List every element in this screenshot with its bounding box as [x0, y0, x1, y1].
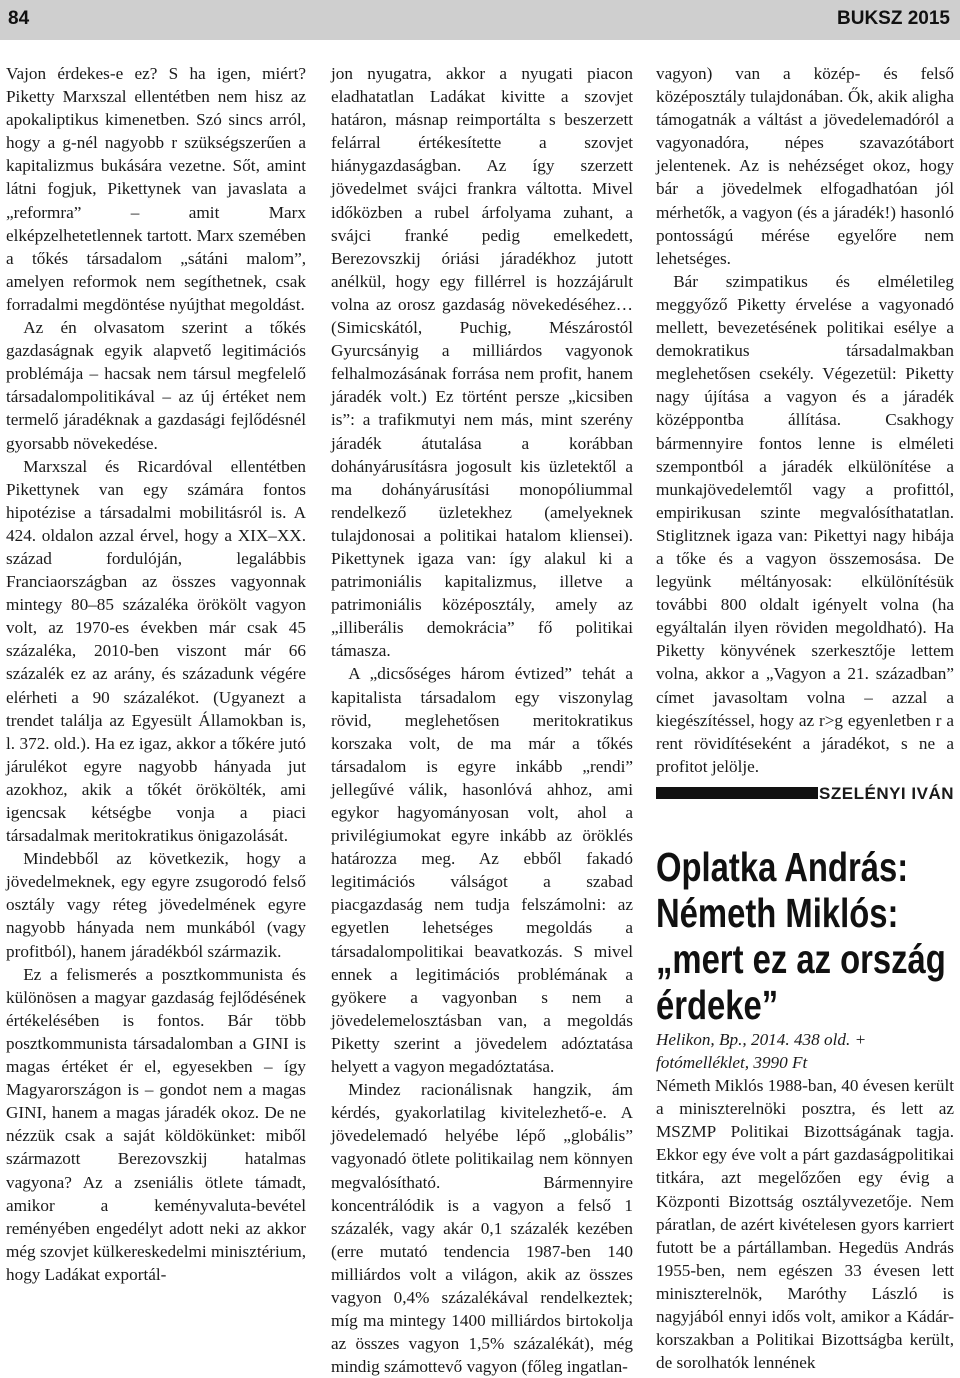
paragraph: Mindez racionálisnak hangzik, ám kérdés, gyakorlatilag kivitelezhető-e. A jövedelemadó helyébe lépő „globális” vagyonadó ötlete politikailag nem könnyen megvalósítható. Bármennyire koncentrálódik is a vagyon a felső 1 százalék, vagy akár 0,1 százalék kezében (erre mutató tendencia 1987-ben 140 milliárdos volt a világon, akik az összes vagyon 0,4% százalékával rendelkeztek; míg ma mintegy 1400 milliárdos birtokolja az összes vagyon 1,5% százalékát), még mindig számottevő vagyon (főleg ingatlan- [331, 1080, 633, 1377]
paragraph: Marxszal és Ricardóval ellentétben Pikettynek van egy számára fontos hipotézise a társadalmi mobilitásról is. A 424. oldalon azzal érvel, hogy a XIX–XX. század fordulóján, legalábbis Franciaországban az összes vagyonnak mintegy 80–85 százaléka örökölt vagyon volt, az 1970-es években már csak 45 százaléka, 2010-ben viszont már 66 százalék ez az arány, és századunk végére elérheti a 90 százalékot. (Ugyanezt a trendet találja az Egyesült Államokban is, l. 372. old.). Ha ez igaz, akkor a tőkére jutó járulékot egyre nagyobb hányada jut azokhoz, akik a tőkét örökölték, ami igencsak kétségbe vonja a piaci társadalmak meritokratikus önigazolását. [6, 456, 306, 846]
review-title-line: Oplatka András: [656, 843, 909, 890]
page-header [0, 0, 960, 40]
review-title-line: érdeke” [656, 981, 779, 1028]
paragraph: Bár szimpatikus és elméletileg meggyőző Piketty érvelése a vagyonadó mellett, bevezetésének politikai esélye a demokratikus társadalmakban meglehetősen csekély. Végezetül: Piketty nagy újítása a vagyon és a járadék középpontba állítása. Csakhogy bármennyire fontos lenne is elméleti szempontból a járadék elkülönítése a munkajövedelemtől vagy a profittól, empirikusan szinte megvalósíthatatlan. Stiglitznek igaza van: Pikettyi nagy hibája a tőke és a vagyon összemosása. De legyünk méltányosak: elkülönítésük további 800 oldalt igényelt volna (ha egyáltalán ilyen röviden megoldható). Ha Piketty könyvének szerkesztője lettem volna, akkor a „Vagyon a 21. században” címet javasoltam volna – azzal a kiegészítéssel, hogy az r>g egyenletben r a rent rövidítéseként a járadékot, s ne a profitot jelölje. [656, 271, 954, 776]
review-title [656, 844, 954, 1028]
signature-bar [656, 787, 818, 799]
paragraph: Az én olvasatom szerint a tőkés gazdaságnak egyik alapvető legitimációs problémája – hacsak nem társul megfelelő társadalompolitikával – az új értéket nem termelő járadéknak a gazdasági fejlődésnél gyorsabb növekedése. [6, 318, 306, 453]
page-number: 84 [8, 8, 30, 29]
text-column-1 [6, 62, 306, 1286]
paragraph: jon nyugatra, akkor a nyugati piacon eladhatatlan Ladákat kivitte a szovjet határon, másnap reimportálta s beszerzett felárral értékesítette a szovjet hiánygazdaságban. Az így szerzett jövedelmet svájci frankra váltotta. Mivel időközben a rubel árfolyama zuhant, a svájci franké pedig emelkedett, Berezovszkij óriási járadékhoz jutott anélkül, hogy egy fillérrel is hozzájárult volna az orosz gazdaság növekedéséhez… (Simicskától, Puchig, Mészárostól Gyurcsányig a milliárdos vagyonok felhalmozásának forrása nem profit, hanem járadék volt.) Ez történt persze „kicsiben is”: a trafikmutyi nem más, mint szerény járadék átutalása a korábban dohányárusításra jogosult kis üzletektől a ma dohányárusítási monopóliummal rendelkező üzletekhez (amelyeknek tulajdonosai a politikai hatalom kliensei). Pikettynek igaza van: így alakul ki a patrimoniális kapitalizmus, illetve a patrimoniális középosztály, amely az „illiberális demokrácia” fő politikai támasza. [331, 64, 633, 661]
text-column-3 [656, 62, 954, 1374]
paragraph: A „dicsőséges három évtized” tehát a kapitalista társadalom egy viszonylag rövid, meglehetősen meritokratikus korszaka volt, de ma már a tőkés társadalom is egyre inkább „rendi” jellegűvé válik, hasonlóvá ahhoz, ami egykor hagyományosan volt, ahol a privilégiumokat egyre inkább az öröklés határozza meg. Az ebből fakadó legitimációs válságot a szabad piacgazdaság nem tudja felszámolni: az egyetlen lehetséges megoldás a társadalompolitikai beavatkozás. S mivel ennek a legitimációs problémának a gyökere a vagyonban s nem a jövedelemelosztásban van, a megoldás Piketty szerint a jövedelem adóztatása helyett a vagyon megadóztatása. [331, 664, 633, 1077]
paragraph: vagyon) van a közép- és felső középosztály tulajdonában. Ők, akik aligha támogatnák a váltást a jövedelemadóról a vagyonadóra, népes szavazótábort jelentenek. Az is nehézséget okoz, hogy bár a jövedelmek elfogadhatóan jól mérhetők, a vagyon (és a járadék!) hasonló pontosságú mérése egyelőre nem lehetséges. [656, 64, 954, 268]
author-signature [656, 782, 954, 804]
paragraph: Ez a felismerés a posztkommunista és különösen a magyar gazdaság fejlődésének értékelésében is fontos. Bár több posztkommunista társadalomban a GINI is magas értéket ér el, egyesekben – így Magyarországon is – gondot nem a magas GINI, hanem a magas járadék okoz. De ne nézzük csak a saját köldökünket: miből származott Berezovszkij hatalmas vagyona? Az a zseniális ötlete támadt, amikor a keményvaluta-bevétel reményében engedélyt adott neki az akkor még szovjet külkereskedelmi minisztérium, hogy Ladákat exportál- [6, 964, 306, 1284]
review-title-line: Németh Miklós: [656, 889, 899, 936]
paragraph: Vajon érdekes-e ez? S ha igen, miért? Piketty Marxszal ellentétben nem hisz az apokaliptikus kimenetben. Szó sincs arról, hogy a g-nél nagyobb r szükségszerűen a kapitalizmus bukására vezetne. Sőt, amint látni fogjuk, Pikettynek van javaslata a „reformra” – amit Marx elképzelhetetlennek tartott. Marx szemében a tőkés társadalom „sátáni malom”, amelyen reformok nem segíthetnek, csak forradalmi megdöntése nyújthat megoldást. [6, 64, 306, 314]
review-title-line: „mert ez az ország [656, 935, 946, 982]
review-body: Németh Miklós 1988-ban, 40 évesen került a miniszterelnöki posztra, és lett az MSZMP Politikai Bizottságának tagja. Ekkor egy éve volt a párt gazdaságpolitikai titkára, azt megelőzően egy évig a Központi Bizottság osztályvezetője. Nem páratlan, de azért kivételesen gyors karriert futott be a pártállamban. Hegedüs András 1955-ben, nem egészen 33 évesen lett miniszterelnök, Maróthy László is nagyjából ennyi idős volt, amikor a Kádár-korszakban a Politikai Bizottságba került, de sorolhatók lennének [656, 1076, 954, 1373]
text-column-2 [331, 62, 633, 1378]
author-name: SZELÉNYI IVÁN [819, 783, 954, 803]
journal-name: BUKSZ 2015 [837, 8, 950, 29]
publication-details: Helikon, Bp., 2014. 438 old. + fotómelléklet, 3990 Ft [656, 1029, 867, 1072]
paragraph: Mindebből az következik, hogy a jövedelmeknek, egy egyre zsugorodó felső osztály vagy réteg jövedelmének egyre nagyobb hányada nem munkából (vagy profitból), hanem járadékból származik. [6, 849, 306, 961]
